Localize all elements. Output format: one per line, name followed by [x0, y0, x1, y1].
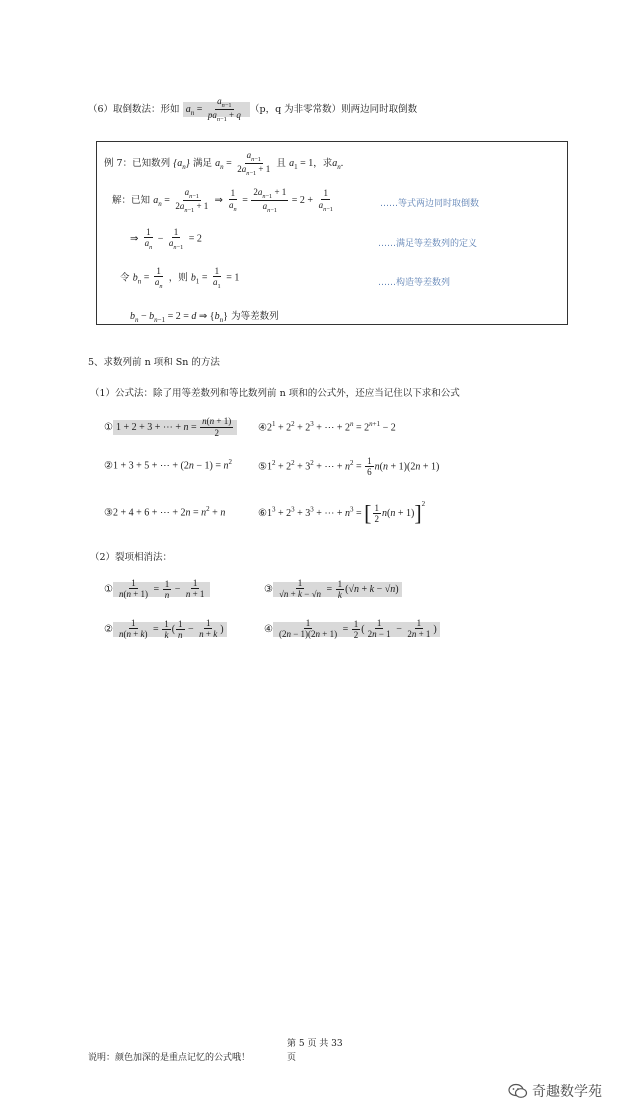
telescoping-2: ② $\frac{1}{n(n + k)}$ = $\frac{1}{k}$ ( $\frac{1}{n}$ − $\frac{1}{n + k}$ ) — [104, 618, 227, 641]
section6-line — [88, 96, 417, 123]
note-arithmetic-definition: ……满足等差数列的定义 — [378, 239, 478, 249]
circle-number: ③ — [264, 583, 273, 595]
formula-2: ②1 + 3 + 5 + ⋯ + $(2n - 1) = n^2$ — [104, 458, 232, 472]
let-label: 令 — [120, 272, 130, 284]
solution-step1: 解：已知 $a_n$ = $\frac{a_{n-1}}{2a_{n-1} + 1}$ ⇒ $\frac{1}{a_n}$ = $\frac{2a_{n-1} + 1}{a_{n-1}}$ = 2 + $\frac{1}{a_{n-1}}$ — [112, 187, 333, 214]
formula-1: ① 1 + 2 + 3 + ⋯ + n = $\frac{n(n + 1)}{2}$ — [104, 416, 237, 439]
section6-label: （6）取倒数法：形如 — [88, 104, 180, 116]
circle-number: ① — [104, 583, 113, 595]
watermark-text: 奇趣数学苑 — [532, 1084, 602, 1100]
circle-number: ⑥ — [258, 508, 267, 519]
note-take-reciprocal: ……等式两边同时取倒数 — [380, 199, 480, 209]
example7-statement: 例 7：已知数列 $\{a_n\}$ 满足 $a_n$ = $\frac{a_{n-1}}{2a_{n-1} + 1}$ 且 $a_1 = 1$，求$a_n$. — [104, 150, 344, 177]
wechat-icon — [508, 1083, 528, 1099]
telescoping-3: ③ $\frac{1}{√n + k - √n}$ = $\frac{1}{k}$ (√n + k − √n) — [264, 578, 402, 601]
reciprocal-form-formula: $a_n$ = $\frac{a_{n-1}}{pa_{n-1} + q}$ — [183, 102, 250, 117]
formula-method-intro: （1）公式法：除了用等差数列和等比数列前 n 项和的公式外，还应当记住以下求和公式 — [90, 388, 460, 399]
arithmetic-sequence-text: 为等差数列 — [231, 311, 279, 322]
circle-number: ④ — [264, 623, 273, 635]
circle-number: ④ — [258, 422, 267, 434]
circle-number: ② — [104, 623, 113, 635]
circle-number: ③ — [104, 507, 113, 519]
telescoping-heading: （2）裂项相消法： — [90, 552, 173, 563]
note-construct-sequence: ……构造等差数列 — [378, 278, 451, 288]
telescoping-1: ① $\frac{1}{n(n + 1)}$ = $\frac{1}{n}$ − $\frac{1}{n + 1}$ — [104, 578, 210, 601]
solution-step4: $b_n - b_{n-1} = 2 = d$ ⇒ $\{b_n\}$ 为等差数列 — [130, 311, 279, 324]
formula-6: $⑥1^3 + 2^3 + 3^3$ + ⋯ + $n^3$ = [ $\frac{1}{2}$ n(n + 1)]$^2$ — [258, 500, 426, 526]
formula-5: $⑤1^2 + 2^2 + 3^2$ + ⋯ + $n^2$ = $\frac{1}{6}$ n(n + 1)(2n + 1) — [258, 456, 440, 478]
solution-step3: 令 $b_n$ = $\frac{1}{a_n}$ ，则 $b_1$ = $\frac{1}{a_1}$ = 1 — [120, 266, 240, 291]
then-label: ，则 — [168, 272, 188, 284]
section6-condition: （p，q 为非零常数）则两边同时取倒数 — [250, 104, 418, 116]
watermark — [508, 1081, 602, 1101]
example7-title: 例 7：已知数列 — [104, 158, 171, 170]
circle-number: ① — [104, 421, 113, 433]
solution-step2: ⇒ $\frac{1}{a_n}$ − $\frac{1}{a_{n-1}}$ = 2 — [130, 227, 202, 252]
example7-and: 且 — [276, 158, 286, 170]
circle-number: ② — [104, 460, 113, 472]
section5-heading: 5、求数列前 n 项和 Sn 的方法 — [88, 357, 220, 368]
page-number-line2: 页 — [287, 1053, 297, 1063]
example7-ask: ，求 — [313, 158, 333, 170]
formula-4: $④2^1 + 2^2 + 2^3$ + ⋯ + $2^n = 2^{n+1} - 2$ — [258, 420, 396, 434]
formula-3: ③2 + 4 + 6 + ⋯ + $2n = n^2 + n$ — [104, 505, 226, 519]
solution-label: 解：已知 — [112, 195, 151, 207]
page-number-line1: 第 5 页 共 33 — [287, 1039, 343, 1049]
telescoping-4: ④ $\frac{1}{(2n - 1)(2n + 1)}$ = $\frac{1}{2}$ ( $\frac{1}{2n - 1}$ − $\frac{1}{2n + 1}$ ) — [264, 618, 440, 641]
example7-satisfy: 满足 — [192, 158, 212, 170]
circle-number: ⑤ — [258, 461, 267, 473]
footer-note: 说明：颜色加深的是重点记忆的公式哦！ — [88, 1053, 251, 1063]
